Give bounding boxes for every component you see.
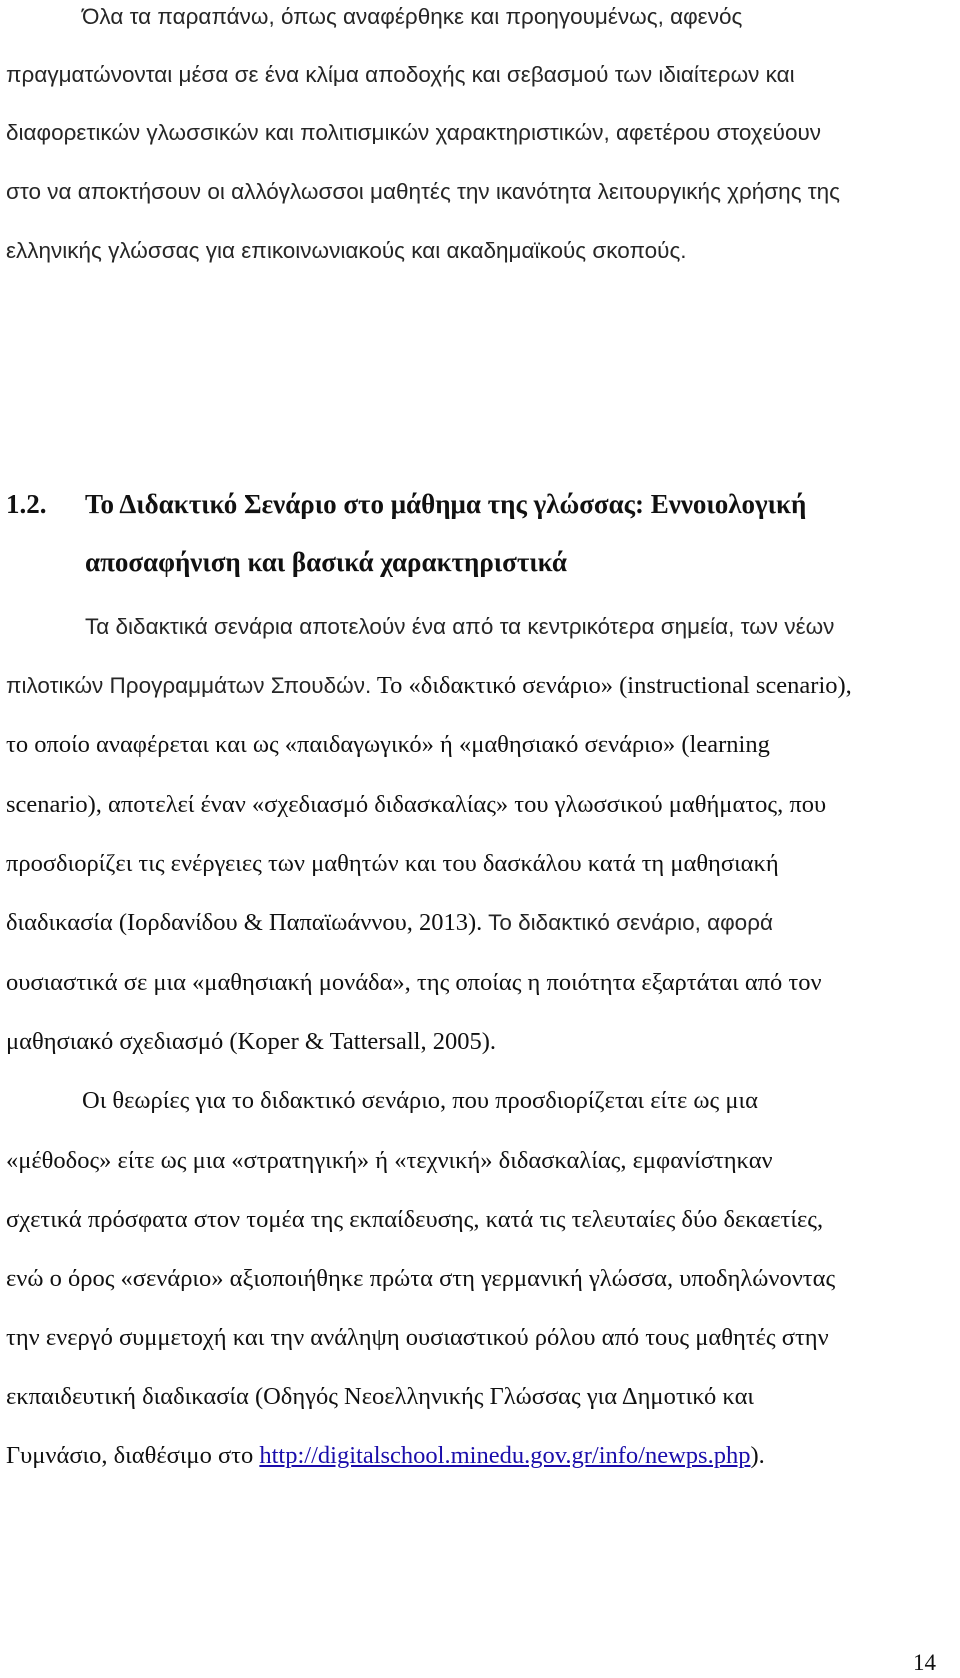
paragraph-1-line-4: στο να αποκτήσουν οι αλλόγλωσσοι μαθητές την ικανότητα λειτουργικής χρήσης της [6, 179, 841, 204]
paragraph-1-line-2: πραγματώνονται μέσα σε ένα κλίμα αποδοχής και σεβασμού των ιδιαίτερων και [6, 62, 795, 87]
paragraph-3-line-5: την ενεργό συμμετοχή και την ανάληψη ουσιαστικού ρόλου από τους μαθητές στην [6, 1324, 829, 1351]
paragraph-3-line-7 [6, 1441, 765, 1471]
paragraph-2-line-6 [6, 908, 773, 938]
section-title-line-1: Το Διδακτικό Σενάριο στο μάθημα της γλώσσας: Εννοιολογική [85, 489, 807, 519]
paragraph-2-line-2-sans: πιλοτικών Προγραμμάτων Σπουδών. [6, 673, 372, 698]
page-number: 14 [913, 1650, 936, 1675]
paragraph-2-line-2 [6, 671, 852, 701]
paragraph-3-line-2: «μέθοδος» είτε ως μια «στρατηγική» ή «τεχνική» διδασκαλίας, εμφανίστηκαν [6, 1147, 773, 1174]
paragraph-2-line-2-serif: Το «διδακτικό σενάριο» (instructional scenario), [371, 672, 852, 699]
paragraph-3-line-4: ενώ ο όρος «σενάριο» αξιοποιήθηκε πρώτα στη γερμανική γλώσσα, υποδηλώνοντας [6, 1265, 836, 1292]
paragraph-1-line-3: διαφορετικών γλωσσικών και πολιτισμικών χαρακτηριστικών, αφετέρου στοχεύουν [6, 120, 822, 145]
paragraph-2-line-4: scenario), αποτελεί έναν «σχεδιασμό διδασκαλίας» του γλωσσικού μαθήματος, που [6, 791, 827, 818]
paragraph-2-line-8: μαθησιακό σχεδιασμό (Koper & Tattersall, 2005). [6, 1028, 496, 1055]
paragraph-2-line-6-sans: Το διδακτικό σενάριο, αφορά [482, 910, 774, 935]
paragraph-3-line-7-end: ). [750, 1442, 765, 1469]
paragraph-3-line-1: Οι θεωρίες για το διδακτικό σενάριο, που προσδιορίζεται είτε ως μια [82, 1087, 758, 1114]
paragraph-3-line-3: σχετικά πρόσφατα στον τομέα της εκπαίδευσης, κατά τις τελευταίες δύο δεκαετίες, [6, 1206, 824, 1233]
paragraph-2-line-6-serif: διαδικασία (Ιορδανίδου & Παπαϊωάννου, 2013). [6, 909, 483, 936]
paragraph-3-line-6: εκπαιδευτική διαδικασία (Οδηγός Νεοελληνικής Γλώσσας για Δημοτικό και [6, 1383, 754, 1410]
paragraph-2-line-3: το οποίο αναφέρεται και ως «παιδαγωγικό» ή «μαθησιακό σενάριο» (learning [6, 731, 770, 758]
paragraph-2-line-5: προσδιορίζει τις ενέργειες των μαθητών και του δασκάλου κατά τη μαθησιακή [6, 850, 779, 877]
paragraph-1-line-1: Όλα τα παραπάνω, όπως αναφέρθηκε και προηγουμένως, αφενός [82, 4, 743, 29]
newps-link[interactable]: http://digitalschool.minedu.gov.gr/info/newps.php [259, 1442, 751, 1469]
paragraph-2-line-1: Τα διδακτικά σενάρια αποτελούν ένα από τα κεντρικότερα σημεία, των νέων [85, 614, 835, 639]
section-number: 1.2. [6, 489, 47, 519]
paragraph-1-line-5: ελληνικής γλώσσας για επικοινωνιακούς και ακαδημαϊκούς σκοπούς. [6, 238, 687, 263]
paragraph-2-line-7: ουσιαστικά σε μια «μαθησιακή μονάδα», της οποίας η ποιότητα εξαρτάται από τον [6, 969, 822, 996]
paragraph-3-line-7-text: Γυμνάσιο, διαθέσιμο στο [6, 1442, 260, 1469]
section-title-line-2: αποσαφήνιση και βασικά χαρακτηριστικά [85, 547, 567, 577]
